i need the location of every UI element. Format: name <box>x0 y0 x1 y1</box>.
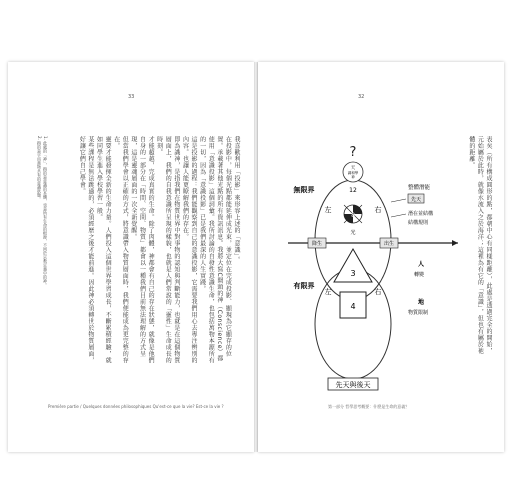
center-number: 8 <box>351 212 355 219</box>
left-page-number: 33 <box>128 94 135 100</box>
left-label-lower: 左 <box>324 288 332 296</box>
paragraph: 才能超越，完成真實的生命。除了肉體，神都會有自己的存在狀態，就像是他們自身的一部分在「時間、空間、物質」都會以一種我們目前無法理解的方式呈現，這是靈魂層面的一次全新覺醒。 <box>129 136 155 364</box>
right-label-upper: 右 <box>374 206 382 214</box>
paragraph: 我喜歡利用「投影」來形容上述的「意識」。 <box>233 136 240 263</box>
right-page-body <box>466 136 492 356</box>
left-label-upper: 左 <box>324 206 332 214</box>
right-page <box>258 62 504 452</box>
footnote: 2. 指的是宇宙萬物共有的意識狀態。 <box>37 136 42 202</box>
annotation-latent: 潛在並結構 <box>408 211 434 217</box>
descent-label: 降生 <box>311 241 323 247</box>
footnote: 1. 此處的「神」，指的是意識的本體，也是所有生命的根源，不同於宗教定義中的神。 <box>43 136 48 288</box>
paragraph: 但當我們學會以正確的方式，將意識帶入物質層面時，我們便能成為更完整的存在。 <box>112 136 129 364</box>
left-page-footer: Première partie / Quelques données philosophiques Qu'est-ce que la vie? Est-ce la vie ? <box>48 404 224 409</box>
annotation-earth: 地 <box>418 299 425 306</box>
right-page-number: 32 <box>358 94 365 100</box>
annotation-transform: 轉變 <box>414 272 425 278</box>
bottom-label: 先天與後天 <box>335 381 371 389</box>
paragraph: 靈要才能發揮全新的生命力量。人們投入這個世界學習成長，不斷累積經驗，就如同學生進入學校學習一般。 <box>95 136 112 364</box>
triangle-number: 3 <box>350 269 356 278</box>
paragraph: 這是投影的過程：我們能觀察到自己的意識投影，它需要我們用心去專注辨別的內容。也讓人能更瞭解我們的存在。 <box>181 136 198 364</box>
top-circle-text-2: 調和學 <box>347 171 359 175</box>
top-number: 12 <box>349 187 357 194</box>
paragraph: 即為識神，是指我們在物質世界中對事物的認知與判斷能力，也就是在這個物質層面上，我們的自我意識所呈現的樣貌，也就是人們常說的「靈性」生命成長的時刻。 <box>155 136 180 364</box>
top-circle-text-3: 神 <box>351 175 355 179</box>
left-page <box>8 62 254 452</box>
paragraph: 在投影中，每個光點都能延伸成光束，並定位在完成投影、顯現為它顯存的位置。承載著其他光點的所有資訊訊息。我將大寫C開頭的神（Conscience）都使用「意識投影」這個詞彙。我所討論的自發性意識生命，也包括萬物本源所有的一切，因為「意識投影」已是我們最深的人生實踐。 <box>198 136 232 364</box>
lower-loop <box>315 269 391 379</box>
birth-label: 出生 <box>383 241 395 247</box>
left-page-body <box>77 136 240 366</box>
upper-realm-label: 無限界 <box>293 186 315 194</box>
annotation-matter: 物質限制 <box>408 310 429 316</box>
footnotes <box>36 136 48 366</box>
annotation-potential-top: 整體潛能 <box>408 185 431 191</box>
annotation-box-label: 先天 <box>410 197 422 203</box>
question-mark: ? <box>349 145 357 160</box>
paragraph: 某些課程是無法跳過的，必須經歷之後才能前進。因此神必須轉世於物質層面，好讓它們自己學會。 <box>78 136 94 364</box>
square-number: 4 <box>350 302 356 311</box>
right-label-lower: 右 <box>374 288 382 296</box>
paragraph: 表矣（所有構成圓形的點，都朝中心有同樣距離），此處是透過完全的開始，元始屬於此時，就像水流入之於海洋；這裡為有它的「意識」，但也有屬於祂體的距離。 <box>467 136 492 354</box>
lower-realm-label: 有限界 <box>293 282 315 290</box>
right-page-footer: 第一部分 哲學思考概要：什麼是生命的意義？ <box>328 404 410 409</box>
top-circle-text-1: 天 <box>350 166 356 171</box>
annotation-structure: 結構規則 <box>408 220 429 226</box>
annotation-human: 人 <box>418 261 425 268</box>
center-text: 光 <box>350 230 356 236</box>
